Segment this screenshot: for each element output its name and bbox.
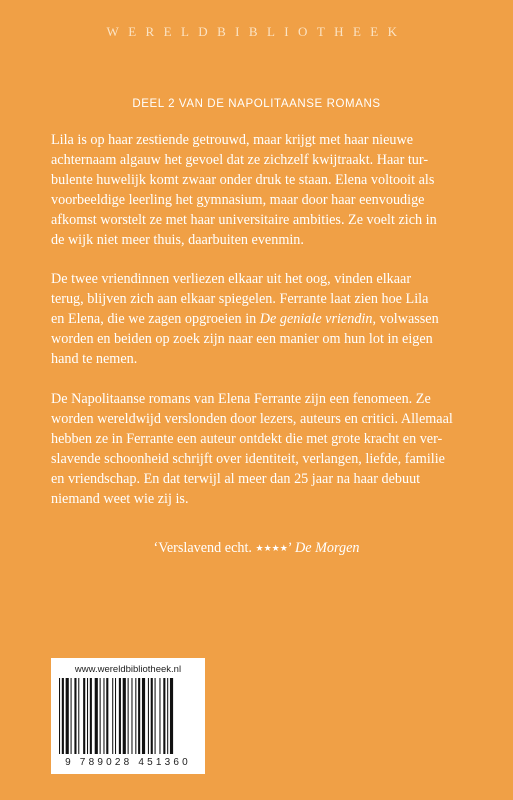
barcode-bar	[123, 678, 126, 754]
blurb	[51, 131, 461, 529]
barcode-bar	[148, 678, 149, 754]
text-line: De Napolitaanse romans van Elena Ferrante zijn een fenomeen. Ze	[51, 390, 431, 407]
barcode-bar	[112, 678, 113, 754]
barcode-graphic	[57, 678, 199, 756]
text-line: hebben ze in Ferrante een auteur ontdekt die met grote kracht en ver-	[51, 430, 443, 447]
text-line: voorbeeldige leerling het gymnasium, maar door haar eenvoudige	[51, 191, 425, 208]
text-line: terug, blijven zich aan elkaar spiegelen. Ferrante laat zien hoe Lila	[51, 291, 429, 308]
barcode-bar	[163, 678, 165, 754]
barcode-bar	[95, 678, 98, 754]
barcode-bar	[170, 678, 173, 754]
barcode-bar	[78, 678, 79, 754]
barcode-bar	[159, 678, 160, 754]
text-fragment: en Elena, die we zagen opgroeien in	[51, 311, 260, 328]
quote-source: De Morgen	[295, 540, 360, 556]
blurb-paragraph-1	[51, 131, 461, 250]
text-line: hand te nemen.	[51, 351, 138, 368]
barcode-label	[51, 658, 205, 774]
barcode-bar	[138, 678, 140, 754]
text-line: de wijk niet meer thuis, daarbuiten evenmin.	[51, 231, 304, 248]
barcode-bar	[103, 678, 104, 754]
barcode-bar	[100, 678, 101, 754]
text-line: niemand weet wie zij is.	[51, 490, 189, 507]
series-title: DEEL 2 VAN DE NAPOLITAANSE ROMANS	[132, 98, 381, 110]
text-line	[51, 310, 461, 330]
barcode-bar	[71, 678, 72, 754]
barcode-bar	[74, 678, 76, 754]
barcode-bar	[66, 678, 69, 754]
text-line: bulente huwelijk komt zwaar onder druk te staan. Elena voltooit als	[51, 171, 435, 188]
barcode-bar	[131, 678, 132, 754]
barcode-bar	[83, 678, 85, 754]
barcode-bar	[115, 678, 116, 754]
barcode-bar	[59, 678, 60, 754]
review-quote	[0, 540, 513, 557]
publisher-url: www.wereldbibliotheek.nl	[74, 664, 182, 675]
text-fragment: , volwassen	[372, 311, 439, 328]
book-title-reference: De geniale vriendin	[259, 311, 373, 328]
publisher-name: WERELDBIBLIOTHEEK	[106, 24, 407, 39]
text-line: worden en beiden op zoek zijn naar een manier om hun lot in eigen	[51, 331, 433, 348]
blurb-paragraph-3	[51, 390, 461, 509]
text-line: slavende schoonheid schrijft over identiteit, verlangen, liefde, familie	[51, 450, 445, 467]
barcode-bar	[119, 678, 121, 754]
quote-text: ‘Verslavend echt.	[153, 540, 256, 556]
text-line: achternaam algauw het gevoel dat ze zichzelf kwijtraakt. Haar tur-	[51, 151, 429, 168]
text-line: De twee vriendinnen verliezen elkaar uit het oog, vinden elkaar	[51, 271, 412, 288]
barcode-bar	[167, 678, 168, 754]
barcode-bar	[106, 678, 108, 754]
barcode-bar	[90, 678, 92, 754]
barcode-bar	[135, 678, 136, 754]
barcode-bar	[62, 678, 64, 754]
text-line: en vriendschap. En dat terwijl al meer dan 25 jaar na haar debuut	[51, 470, 421, 487]
text-line: worden wereldwijd verslonden door lezers, auteurs en critici. Allemaal	[51, 410, 453, 427]
quote-close: ’	[287, 540, 296, 556]
blurb-paragraph-2	[51, 270, 461, 370]
isbn-number: 9 789028 451360	[65, 757, 191, 768]
text-line: afkomst worstelt ze met haar universitaire ambities. Ze voelt zich in	[51, 211, 437, 228]
barcode-bar	[142, 678, 145, 754]
barcode-bar	[128, 678, 129, 754]
barcode-bar	[155, 678, 156, 754]
text-line: Lila is op haar zestiende getrouwd, maar krijgt met haar nieuwe	[51, 132, 414, 148]
barcode-bar	[87, 678, 88, 754]
barcode-bar	[151, 678, 153, 754]
star-rating: ★★★★	[255, 543, 288, 553]
